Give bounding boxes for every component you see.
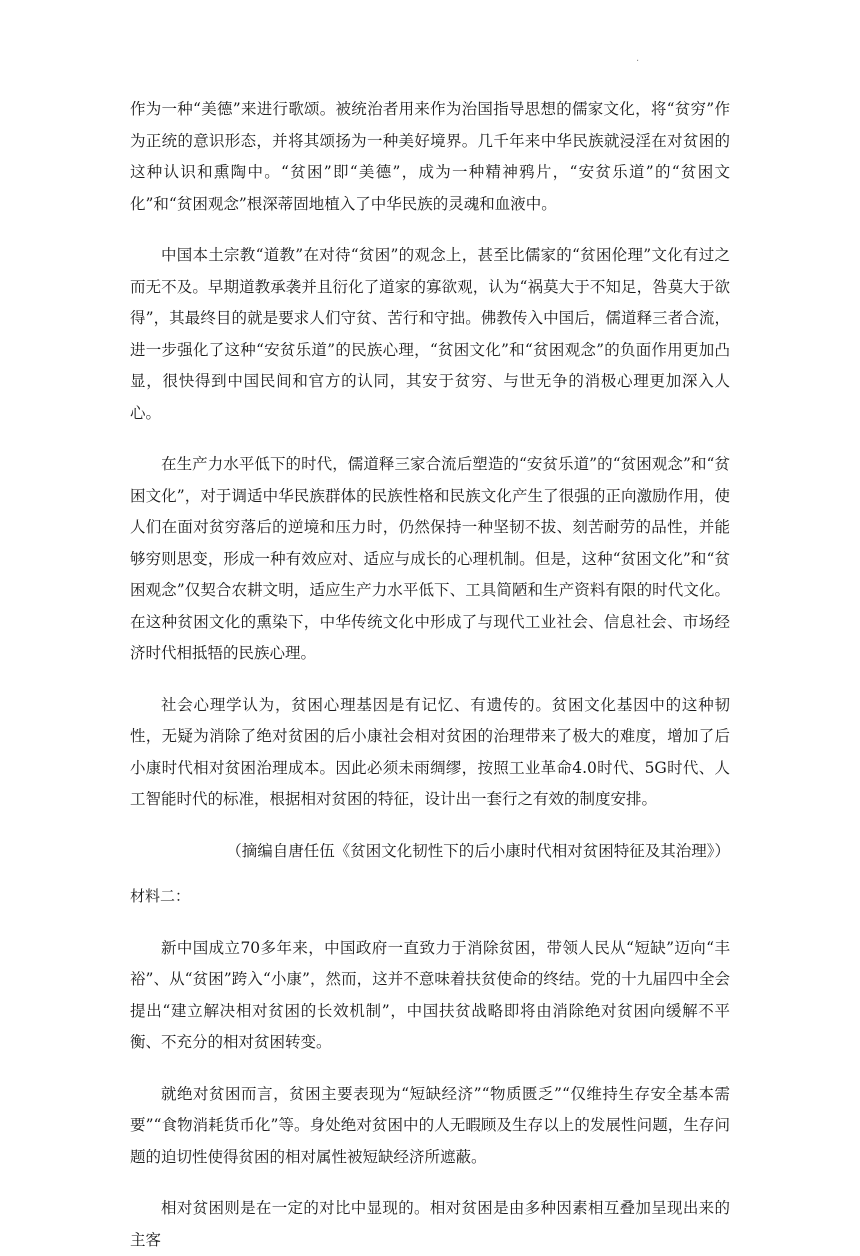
page-mark: · — [636, 56, 640, 67]
source-citation: （摘编自唐任伍《贫困文化韧性下的后小康时代相对贫困特征及其治理》） — [226, 841, 730, 860]
paragraph-7: 相对贫困则是在一定的对比中显现的。相对贫困是由多种因素相互叠加呈现出来的主客 — [130, 1199, 730, 1249]
document-page — [130, 94, 730, 1256]
paragraph-4: 社会心理学认为，贫困心理基因是有记忆、有遗传的。贫困文化基因中的这种韧性，无疑为消除了绝对贫困的后小康社会相对贫困的治理带来了极大的难度，增加了后小康时代相对贫困治理成本。因此必须未雨绸缪，按照工业革命4.0时代、5G时代、人工智能时代的标准，根据相对贫困的特征，设计出一套行之有效的制度安排。 — [130, 695, 730, 808]
paragraph-6: 就绝对贫困而言，贫困主要表现为“短缺经济”“物质匮乏”“仅维持生存安全基本需要”“食物消耗货币化”等。身处绝对贫困中的人无暇顾及生存以上的发展性问题，生存问题的迫切性使得贫困的相对属性被短缺经济所遮蔽。 — [130, 1084, 730, 1166]
paragraph-1: 作为一种“美德”来进行歌颂。被统治者用来作为治国指导思想的儒家文化，将“贫穷”作为正统的意识形态，并将其颂扬为一种美好境界。几千年来中华民族就浸淫在对贫困的这种认识和熏陶中。“贫困”即“美德”，成为一种精神鸦片，“安贫乐道”的“贫困文化”和“贫困观念”根深蒂固地植入了中华民族的灵魂和血液中。 — [130, 100, 730, 213]
paragraph-5: 新中国成立70多年来，中国政府一直致力于消除贫困，带领人民从“短缺”迈向“丰裕”、从“贫困”跨入“小康”，然而，这并不意味着扶贫使命的终结。党的十九届四中全会提出“建立解决相对贫困的长效机制”，中国扶贫战略即将由消除绝对贫困向缓解不平衡、不充分的相对贫困转变。 — [130, 938, 730, 1051]
paragraph-2: 中国本土宗教“道教”在对待“贫困”的观念上，甚至比儒家的“贫困伦理”文化有过之而无不及。早期道教承袭并且衍化了道家的寡欲观，认为“祸莫大于不知足，咎莫大于欲得”，其最终目的就是要求人们守贫、苦行和守拙。佛教传入中国后，儒道释三者合流，进一步强化了这种“安贫乐道”的民族心理，“贫困文化”和“贫困观念”的负面作用更加凸显，很快得到中国民间和官方的认同，其安于贫穷、与世无争的消极心理更加深入人心。 — [130, 246, 730, 422]
paragraph-3: 在生产力水平低下的时代，儒道释三家合流后塑造的“安贫乐道”的“贫困观念”和“贫困文化”，对于调适中华民族群体的民族性格和民族文化产生了很强的正向激励作用，使人们在面对贫穷落后的逆境和压力时，仍然保持一种坚韧不拔、刻苦耐劳的品性，并能够穷则思变，形成一种有效应对、适应与成长的心理机制。但是，这种“贫困文化”和“贫困观念”仅契合农耕文明，适应生产力水平低下、工具简陋和生产资料有限的时代文化。在这种贫困文化的熏染下，中华传统文化中形成了与现代工业社会、信息社会、市场经济时代相抵牾的民族心理。 — [130, 455, 730, 662]
section-heading: 材料二： — [130, 887, 191, 905]
